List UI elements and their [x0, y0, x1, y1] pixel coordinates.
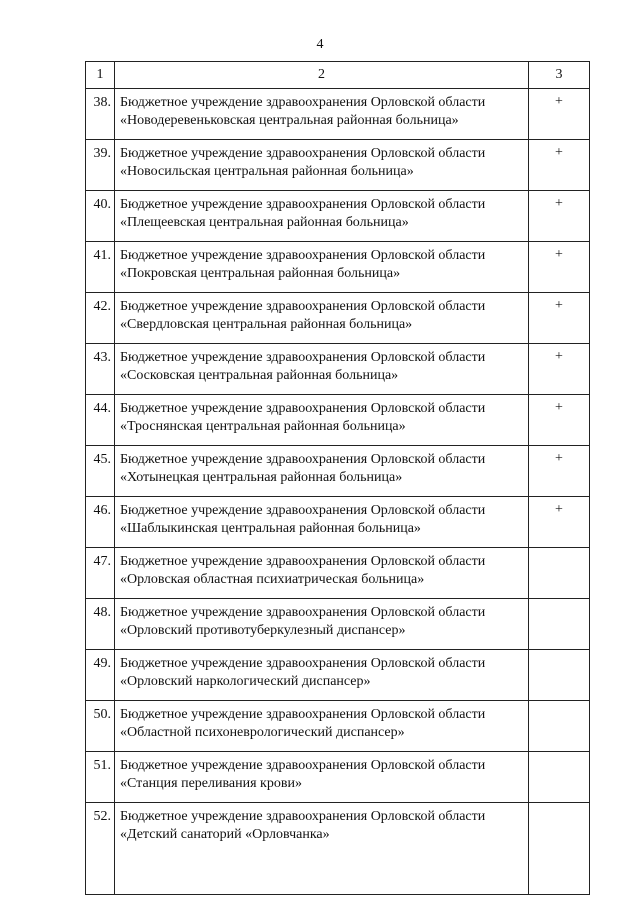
row-mark — [529, 803, 590, 895]
table-row — [86, 446, 590, 497]
institution-name-line-1: Бюджетное учреждение здравоохранения Орловской области — [120, 197, 486, 212]
table-row — [86, 548, 590, 599]
institution-name-line-1: Бюджетное учреждение здравоохранения Орловской области — [120, 554, 486, 569]
institution-name-line-1: Бюджетное учреждение здравоохранения Орловской области — [120, 707, 486, 722]
institution-name-line-2: «Орловский наркологический диспансер» — [120, 674, 371, 689]
row-mark: + — [529, 242, 590, 293]
column-header-3: 3 — [529, 62, 590, 89]
page-number: 4 — [316, 37, 324, 52]
row-mark — [529, 701, 590, 752]
institution-name-line-1: Бюджетное учреждение здравоохранения Орловской области — [120, 401, 486, 416]
row-mark: + — [529, 140, 590, 191]
institution-name-line-2: «Шаблыкинская центральная районная больница» — [120, 521, 421, 536]
row-mark: + — [529, 497, 590, 548]
row-number: 44. — [86, 395, 115, 446]
row-mark — [529, 548, 590, 599]
column-header-1: 1 — [86, 62, 115, 89]
institution-name — [115, 803, 529, 895]
institution-name-line-1: Бюджетное учреждение здравоохранения Орловской области — [120, 350, 486, 365]
institution-name — [115, 89, 529, 140]
row-number: 52. — [86, 803, 115, 895]
row-mark — [529, 599, 590, 650]
table-row — [86, 803, 590, 895]
table-row — [86, 293, 590, 344]
table-row — [86, 89, 590, 140]
institution-name — [115, 293, 529, 344]
institution-name-line-2: «Областной психоневрологический диспансер» — [120, 725, 405, 740]
institution-name-line-2: «Новодеревеньковская центральная районная больница» — [120, 113, 459, 128]
row-number: 42. — [86, 293, 115, 344]
institution-name — [115, 599, 529, 650]
institution-name-line-2: «Хотынецкая центральная районная больница» — [120, 470, 403, 485]
row-mark: + — [529, 89, 590, 140]
institution-name-line-1: Бюджетное учреждение здравоохранения Орловской области — [120, 758, 486, 773]
row-number: 43. — [86, 344, 115, 395]
institution-name-line-2: «Новосильская центральная районная больница» — [120, 164, 414, 179]
institution-name-line-1: Бюджетное учреждение здравоохранения Орловской области — [120, 452, 486, 467]
row-number: 45. — [86, 446, 115, 497]
column-header-2: 2 — [115, 62, 529, 89]
row-number: 48. — [86, 599, 115, 650]
row-number: 41. — [86, 242, 115, 293]
table-row — [86, 752, 590, 803]
table-row — [86, 701, 590, 752]
table-row — [86, 650, 590, 701]
institution-name — [115, 650, 529, 701]
institution-name-line-1: Бюджетное учреждение здравоохранения Орловской области — [120, 299, 486, 314]
institution-name-line-2: «Детский санаторий «Орловчанка» — [120, 827, 330, 842]
institution-name — [115, 752, 529, 803]
institution-name-line-2: «Орловская областная психиатрическая больница» — [120, 572, 425, 587]
institution-name-line-1: Бюджетное учреждение здравоохранения Орловской области — [120, 656, 486, 671]
institution-name-line-1: Бюджетное учреждение здравоохранения Орловской области — [120, 95, 486, 110]
row-number: 47. — [86, 548, 115, 599]
table-row — [86, 497, 590, 548]
table-row — [86, 242, 590, 293]
row-mark: + — [529, 446, 590, 497]
row-number: 38. — [86, 89, 115, 140]
row-number: 49. — [86, 650, 115, 701]
institution-name-line-1: Бюджетное учреждение здравоохранения Орловской области — [120, 809, 486, 824]
institution-name — [115, 548, 529, 599]
institution-name-line-1: Бюджетное учреждение здравоохранения Орловской области — [120, 605, 486, 620]
institution-name — [115, 140, 529, 191]
row-number: 51. — [86, 752, 115, 803]
institution-name-line-2: «Сосковская центральная районная больница» — [120, 368, 399, 383]
institutions-table — [85, 61, 590, 895]
table-row — [86, 344, 590, 395]
row-mark — [529, 650, 590, 701]
institution-name-line-2: «Плещеевская центральная районная больница» — [120, 215, 409, 230]
table-row — [86, 395, 590, 446]
row-number: 39. — [86, 140, 115, 191]
row-mark: + — [529, 395, 590, 446]
institution-name-line-2: «Орловский противотуберкулезный диспансер» — [120, 623, 406, 638]
institution-name — [115, 701, 529, 752]
row-mark: + — [529, 293, 590, 344]
table-row — [86, 140, 590, 191]
row-mark — [529, 752, 590, 803]
institution-name-line-2: «Троснянская центральная районная больница» — [120, 419, 406, 434]
institution-name — [115, 497, 529, 548]
institution-name-line-2: «Станция переливания крови» — [120, 776, 302, 791]
institution-name-line-1: Бюджетное учреждение здравоохранения Орловской области — [120, 503, 486, 518]
institution-name — [115, 395, 529, 446]
table-body — [86, 89, 590, 895]
row-mark: + — [529, 191, 590, 242]
row-number: 50. — [86, 701, 115, 752]
institution-name — [115, 344, 529, 395]
institution-name-line-2: «Свердловская центральная районная больница» — [120, 317, 413, 332]
institution-name-line-1: Бюджетное учреждение здравоохранения Орловской области — [120, 248, 486, 263]
table-row — [86, 599, 590, 650]
row-number: 46. — [86, 497, 115, 548]
row-mark: + — [529, 344, 590, 395]
institution-name — [115, 242, 529, 293]
table-row — [86, 191, 590, 242]
table-header-row — [86, 62, 590, 89]
institution-name — [115, 191, 529, 242]
institution-name-line-1: Бюджетное учреждение здравоохранения Орловской области — [120, 146, 486, 161]
institution-name — [115, 446, 529, 497]
row-number: 40. — [86, 191, 115, 242]
institution-name-line-2: «Покровская центральная районная больница» — [120, 266, 401, 281]
